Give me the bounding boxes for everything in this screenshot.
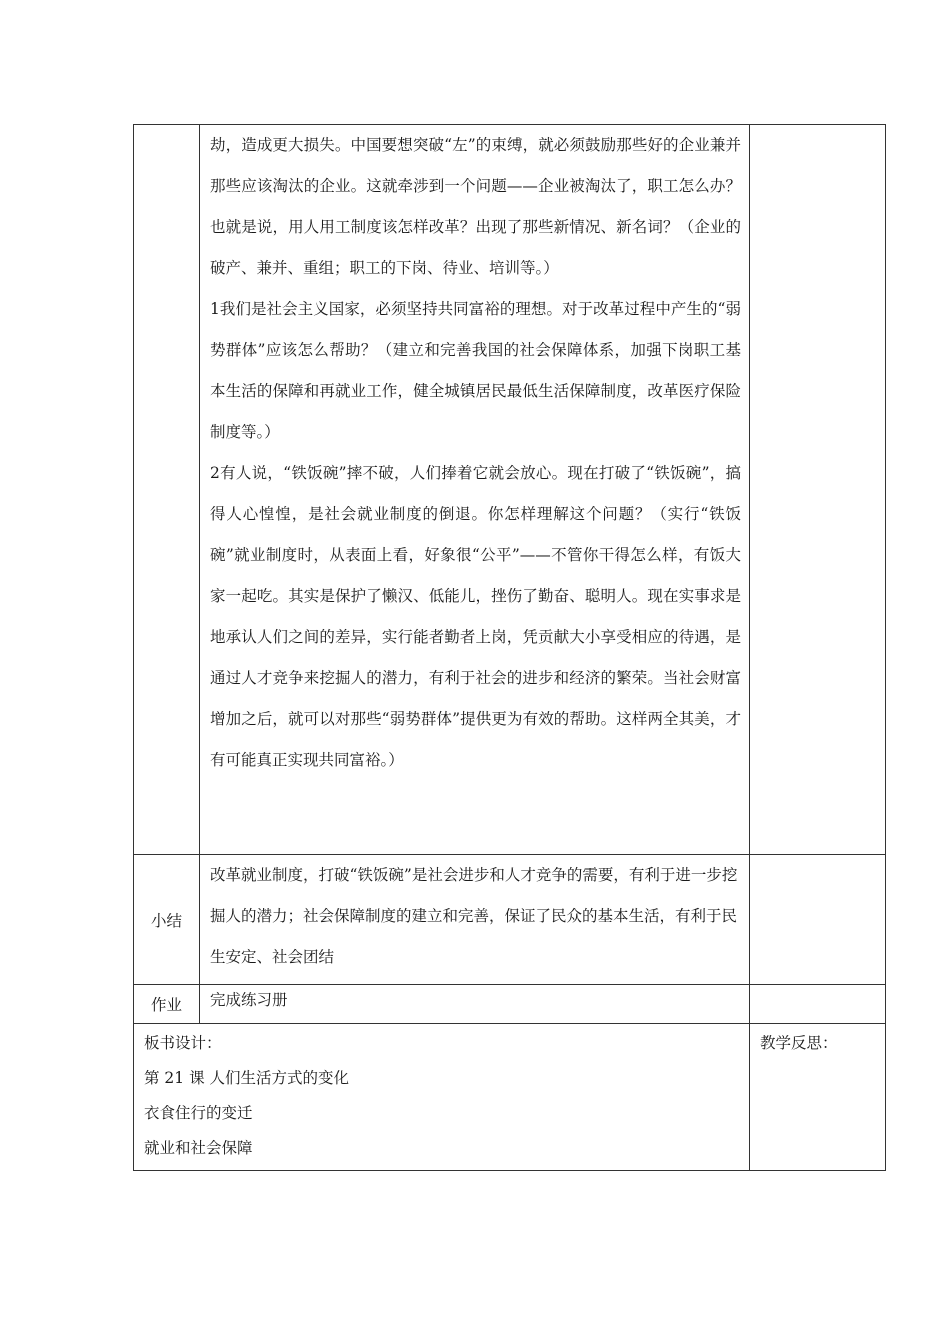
board-design-line-2: 衣食住行的变迁 — [144, 1104, 253, 1122]
reflection-heading: 教学反思： — [760, 1034, 838, 1052]
content-paragraph-1: 劫，造成更大损失。中国要想突破“左”的束缚，就必须鼓励那些好的企业兼并那些应该淘汰的企业。这就牵涉到一个问题——企业被淘汰了，职工怎么办？也就是说，用人用工制度该怎样改革？出现了那些新情况、新名词？（企业的破产、兼并、重组；职工的下岗、待业、培训等。） — [210, 136, 741, 277]
board-row — [134, 1024, 886, 1171]
lesson-plan-table — [133, 124, 886, 1171]
homework-text-cell — [200, 985, 750, 1024]
content-notes-cell — [750, 125, 886, 855]
content-paragraph-3: 2有人说，“铁饭碗”摔不破，人们捧着它就会放心。现在打破了“铁饭碗”，搞得人心惶惶，是社会就业制度的倒退。你怎样理解这个问题？（实行“铁饭碗”就业制度时，从表面上看，好象很“公平”——不管你干得怎么样，有饭大家一起吃。其实是保护了懒汉、低能儿，挫伤了勤奋、聪明人。现在实事求是地承认人们之间的差异，实行能者勤者上岗，凭贡献大小享受相应的待遇，是通过人才竞争来挖掘人的潜力，有利于社会的进步和经济的繁荣。当社会财富增加之后，就可以对那些“弱势群体”提供更为有效的帮助。这样两全其美，才有可能真正实现共同富裕。） — [210, 464, 741, 769]
content-row — [134, 125, 886, 855]
homework-row — [134, 985, 886, 1024]
content-label-cell — [134, 125, 200, 855]
homework-text: 完成练习册 — [210, 991, 288, 1009]
board-design-line-3: 就业和社会保障 — [144, 1139, 253, 1157]
summary-label: 小结 — [134, 855, 200, 985]
homework-notes-cell — [750, 985, 886, 1024]
board-design-cell — [134, 1024, 750, 1171]
board-design-heading: 板书设计： — [144, 1034, 222, 1052]
content-text-cell — [200, 125, 750, 855]
summary-text-cell — [200, 855, 750, 985]
reflection-cell — [750, 1024, 886, 1171]
summary-text: 改革就业制度，打破“铁饭碗”是社会进步和人才竞争的需要，有利于进一步挖掘人的潜力；社会保障制度的建立和完善，保证了民众的基本生活，有利于民生安定、社会团结 — [210, 866, 738, 966]
content-paragraph-2: 1我们是社会主义国家，必须坚持共同富裕的理想。对于改革过程中产生的“弱势群体”应该怎么帮助？（建立和完善我国的社会保障体系，加强下岗职工基本生活的保障和再就业工作，健全城镇居民最低生活保障制度，改革医疗保险制度等。） — [210, 300, 741, 441]
summary-notes-cell — [750, 855, 886, 985]
board-design-line-1: 第 21 课 人们生活方式的变化 — [144, 1069, 350, 1087]
homework-label: 作业 — [134, 985, 200, 1024]
summary-row — [134, 855, 886, 985]
